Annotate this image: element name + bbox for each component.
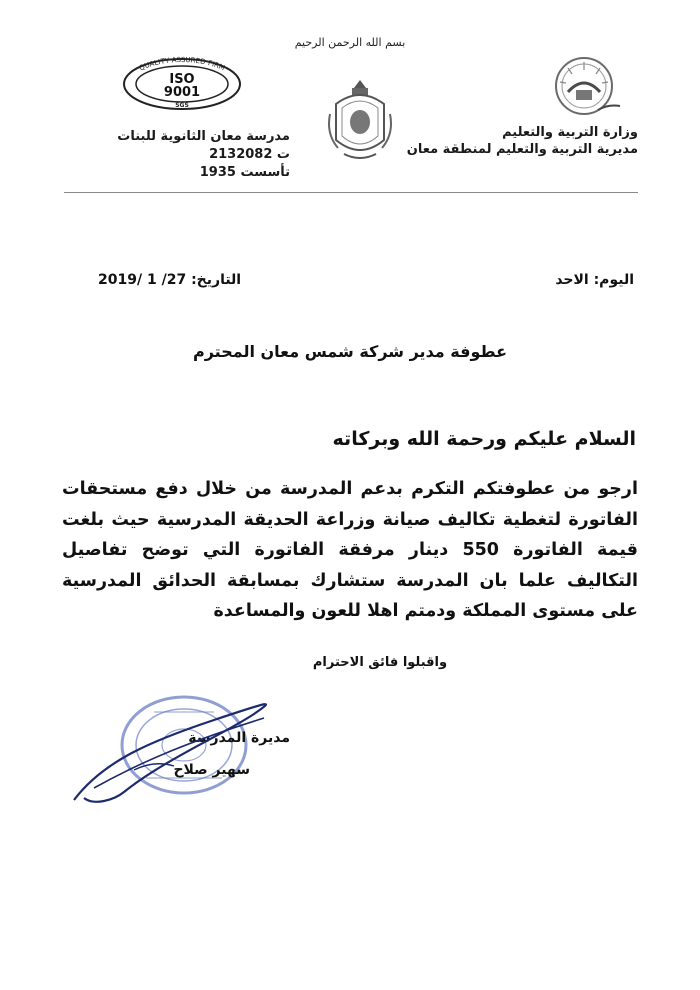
date-label: التاريخ: 27/ 1 /2019 xyxy=(98,272,242,288)
school-name: مدرسة معان الثانوية للبنات xyxy=(117,129,290,144)
school-phone: ت 2132082 xyxy=(209,147,290,162)
ministry-header xyxy=(378,124,638,158)
jordan-emblem-icon xyxy=(322,74,398,166)
addressee: عطوفة مدير شركة شمس معان المحترم xyxy=(192,342,508,361)
signatory-name: سهير صلاح xyxy=(173,762,250,778)
iso-main-text: ISO xyxy=(169,72,195,87)
iso-bottom-text: SGS xyxy=(175,102,189,109)
school-header xyxy=(110,128,290,182)
iso-9001-badge-icon xyxy=(120,56,244,112)
header-divider xyxy=(64,192,638,193)
signatory-title: مديرة المدرسة xyxy=(188,730,290,746)
handwritten-signature-icon xyxy=(64,700,284,810)
closing-line: واقبلوا فائق الاحترام xyxy=(312,655,448,670)
iso-top-text: QUALITY ASSURED FIRM xyxy=(137,56,226,73)
school-founded: تأسست 1935 xyxy=(199,165,290,180)
ministry-name: وزارة التربية والتعليم xyxy=(502,125,638,140)
ministry-logo-icon xyxy=(538,52,628,120)
greeting: السلام عليكم ورحمة الله وبركاته xyxy=(332,428,636,450)
basmala: بسم الله الرحمن الرحيم xyxy=(294,36,406,49)
iso-number-text: 9001 xyxy=(163,85,201,100)
directorate-name: مديرية التربية والتعليم لمنطقة معان xyxy=(406,142,638,157)
day-label: اليوم: الاحد xyxy=(555,272,634,288)
letter-body: ارجو من عطوفتكم التكرم بدعم المدرسة من خلال دفع مستحقات الفاتورة لتغطية تكاليف صيانة وزراعة الحديقة المدرسية حيث بلغت قيمة الفاتورة 550 دينار مرفقة الفاتورة التي توضح تفاصيل التكاليف علما بان المدرسة ستشارك بمسابقة الحدائق المدرسية على مستوى المملكة ودمتم اهلا للعون والمساعدة xyxy=(62,479,638,621)
